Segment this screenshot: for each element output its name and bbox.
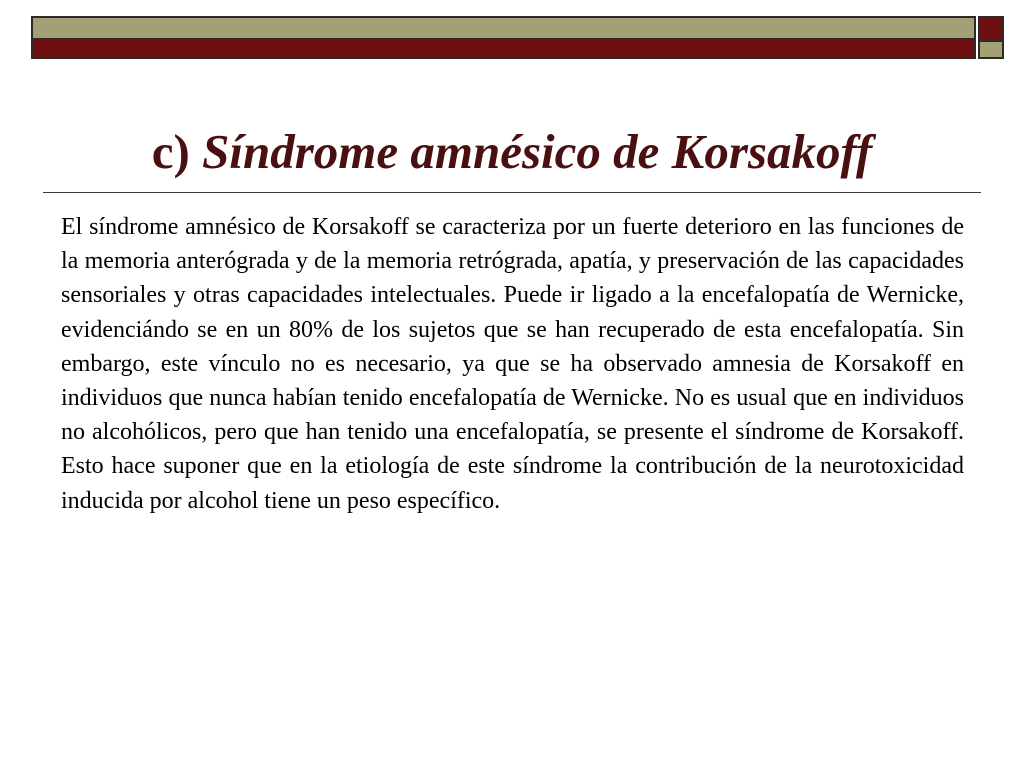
header-maroon-bar <box>31 38 976 59</box>
header-maroon-square <box>978 16 1004 42</box>
slide-title-prefix: c) <box>151 124 190 179</box>
header-olive-bar <box>31 16 976 40</box>
header-olive-square <box>978 40 1004 59</box>
slide-title-main: Síndrome amnésico de Korsakoff <box>202 124 873 179</box>
slide-title <box>0 120 1024 184</box>
slide-body-text: El síndrome amnésico de Korsakoff se caracteriza por un fuerte deterioro en las funciones de la memoria anterógrada y de la memoria retrógrada, apatía, y preservación de las capacidades sensoriales y otras capacidades intelectuales. Puede ir ligado a la encefalopatía de Wernicke, evidenciándo se en un 80% de los sujetos que se han recuperado de esta encefalopatía. Sin embargo, este vínculo no es necesario, ya que se ha observado amnesia de Korsakoff en individuos que nunca habían tenido encefalopatía de Wernicke. No es usual que en individuos no alcohólicos, pero que han tenido una encefalopatía, se presente el síndrome de Korsakoff. Esto hace suponer que en la etiología de este síndrome la contribución de la neurotoxicidad inducida por alcohol tiene un peso específico. <box>61 214 964 514</box>
title-divider <box>43 192 981 193</box>
